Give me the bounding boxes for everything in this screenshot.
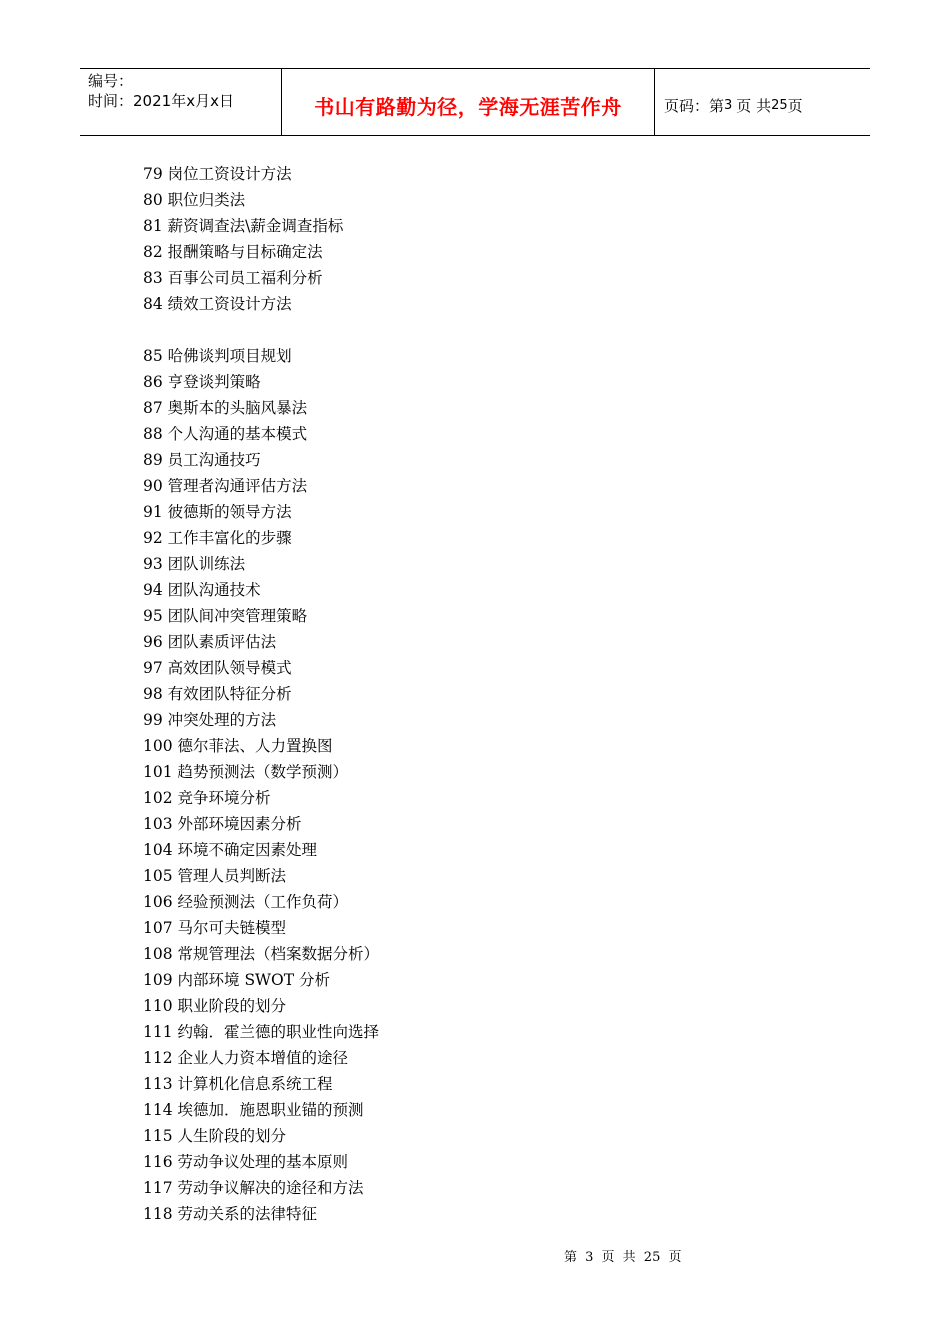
list-item: 105 管理人员判断法 [143,867,287,885]
document-date-line [88,91,281,111]
list-item: 114 埃德加．施恩职业锚的预测 [143,1101,364,1119]
list-item: 101 趋势预测法（数学预测） [143,763,349,781]
list-item: 115 人生阶段的划分 [143,1127,287,1145]
list-item: 112 企业人力资本增值的途径 [143,1049,349,1067]
list-item: 94 团队沟通技术 [143,581,261,599]
list-item: 84 绩效工资设计方法 [143,295,292,313]
list-item: 111 约翰．霍兰德的职业性向选择 [143,1023,380,1041]
list-item: 98 有效团队特征分析 [143,685,292,703]
list-item: 82 报酬策略与目标确定法 [143,243,323,261]
list-item: 103 外部环境因素分析 [143,815,302,833]
document-number-label: 编号： [88,72,134,90]
list-item: 90 管理者沟通评估方法 [143,477,308,495]
list-item: 107 马尔可夫链模型 [143,919,287,937]
list-item: 88 个人沟通的基本模式 [143,425,308,443]
list-item: 108 常规管理法（档案数据分析） [143,945,380,963]
page-header [80,68,870,136]
list-item: 109 内部环境 SWOT 分析 [143,971,330,989]
list-item: 83 百事公司员工福利分析 [143,269,323,287]
page-total: 25 [771,97,788,113]
header-page-cell [655,69,870,135]
list-item: 118 劳动关系的法律特征 [143,1205,318,1223]
list-item: 96 团队素质评估法 [143,633,277,651]
list-item: 93 团队训练法 [143,555,246,573]
list-item: 91 彼德斯的领导方法 [143,503,292,521]
list-item: 102 竞争环境分析 [143,789,271,807]
page-mid-label: 页 共 [736,96,772,115]
page-footer: 第 3 页 共 25 页 [564,1250,682,1265]
list-item: 113 计算机化信息系统工程 [143,1075,333,1093]
header-motto-cell [282,69,655,135]
header-motto: 书山有路勤为径，学海无涯苦作舟 [314,94,622,119]
document-date: 2021年x月x日 [133,92,234,110]
method-list [143,161,379,1227]
list-item: 97 高效团队领导模式 [143,659,292,677]
page-current: 3 [724,97,733,113]
page-suffix: 页 [787,96,803,115]
list-item: 81 薪资调查法\薪金调查指标 [143,217,344,235]
list-item: 100 德尔菲法、人力置换图 [143,737,333,755]
list-item: 116 劳动争议处理的基本原则 [143,1153,349,1171]
time-label: 时间： [88,92,134,110]
page-label: 页码：第 [664,96,725,115]
list-item: 117 劳动争议解决的途径和方法 [143,1179,364,1197]
list-item: 95 团队间冲突管理策略 [143,607,308,625]
list-item: 89 员工沟通技巧 [143,451,261,469]
list-item: 80 职位归类法 [143,191,246,209]
list-item: 104 环境不确定因素处理 [143,841,318,859]
list-item: 79 岗位工资设计方法 [143,165,292,183]
list-item: 106 经验预测法（工作负荷） [143,893,349,911]
list-item: 85 哈佛谈判项目规划 [143,347,292,365]
header-info-cell [80,69,282,135]
list-item: 110 职业阶段的划分 [143,997,287,1015]
list-item: 87 奥斯本的头脑风暴法 [143,399,308,417]
list-item: 86 亨登谈判策略 [143,373,261,391]
list-item: 92 工作丰富化的步骤 [143,529,292,547]
list-item: 99 冲突处理的方法 [143,711,277,729]
